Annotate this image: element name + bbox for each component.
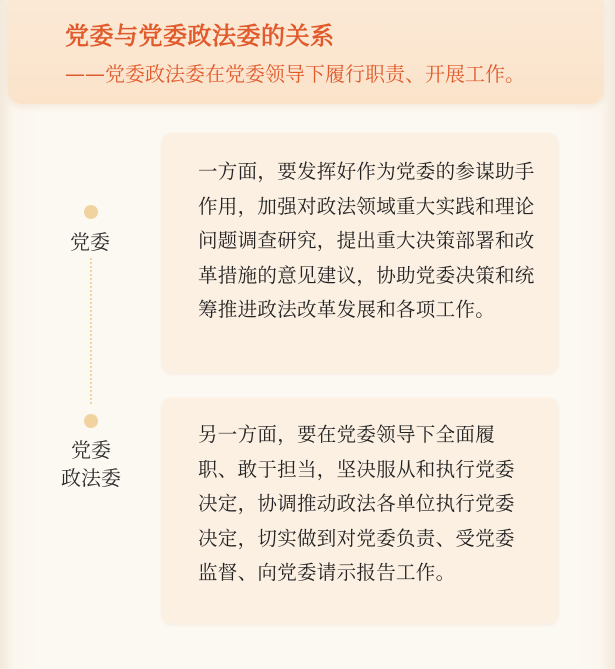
label-party-committee (60, 228, 120, 256)
label-political-legal-committee-line1: 党委 (71, 438, 111, 462)
label-political-legal-committee-line2: 政法委 (61, 466, 121, 490)
timeline-dot-party-committee (84, 205, 98, 219)
timeline-connector (90, 258, 92, 404)
card-political-legal-committee-role (162, 398, 558, 624)
card-party-committee-role (162, 133, 558, 373)
card-party-committee-text: 一方面，要发挥好作为党委的参谋助手作用，加强对政法领域重大实践和理论问题调查研究，提出重大决策部署和改革措施的意见建议，协助党委决策和统筹推进政法改革发展和各项工作。 (198, 160, 535, 321)
label-political-legal-committee (52, 436, 130, 492)
header-banner (8, 0, 604, 104)
timeline-dot-political-legal-committee (84, 414, 98, 428)
page-title: 党委与党委政法委的关系 (65, 22, 335, 50)
page-subtitle: ——党委政法委在党委领导下履行职责、开展工作。 (65, 62, 525, 86)
card-political-legal-committee-text: 另一方面，要在党委领导下全面履职、敢于担当，坚决服从和执行党委决定，协调推动政法各单位执行党委决定，切实做到对党委负责、受党委监督、向党委请示报告工作。 (198, 423, 515, 584)
label-party-committee-text: 党委 (70, 230, 110, 254)
